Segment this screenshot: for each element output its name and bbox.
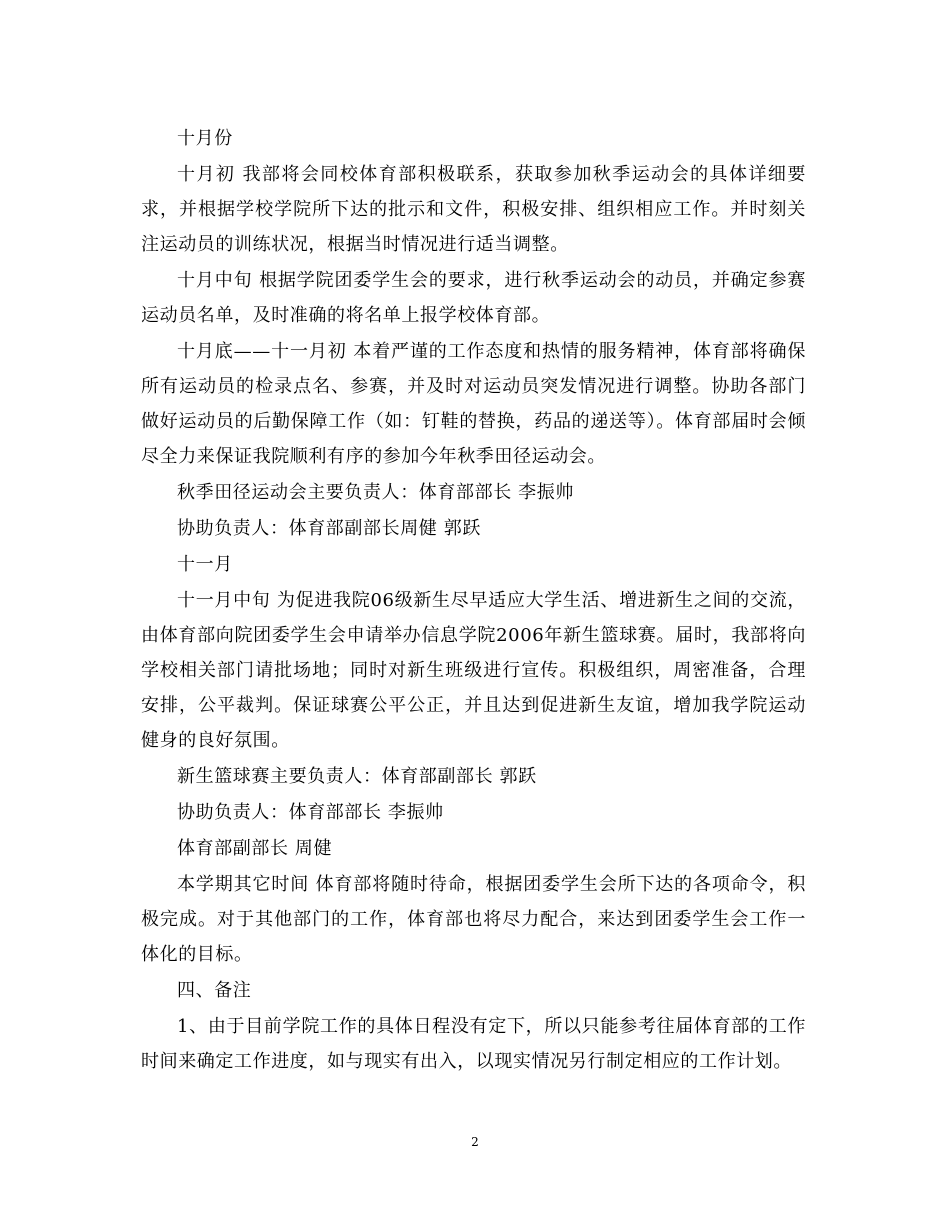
section-heading-november: 十一月 <box>177 554 233 575</box>
section-heading-october: 十月份 <box>177 128 233 149</box>
paragraph-early-october: 十月初 我部将会同校体育部积极联系，获取参加秋季运动会的具体详细要求，并根据学校学院所下达的批示和文件，积极安排、组织相应工作。并时刻关注运动员的训练状况，根据当时情况进行适当调整。 <box>141 164 806 255</box>
paragraph-other-time: 本学期其它时间 体育部将随时待命，根据团委学生会所下达的各项命令，积极完成。对于其他部门的工作，体育部也将尽力配合，来达到团委学生会工作一体化的目标。 <box>141 874 806 965</box>
section-heading-notes: 四、备注 <box>177 980 252 1001</box>
paragraph-sports-meet-assist: 协助负责人：体育部副部长周健 郭跃 <box>177 518 481 539</box>
paragraph-mid-october: 十月中旬 根据学院团委学生会的要求，进行秋季运动会的动员，并确定参赛运动员名单，及时准确的将名单上报学校体育部。 <box>141 270 806 326</box>
document-body <box>141 121 806 1080</box>
paragraph-basketball-lead: 新生篮球赛主要负责人：体育部副部长 郭跃 <box>177 766 537 787</box>
paragraph-note-1: 1、由于目前学院工作的具体日程没有定下，所以只能参考往届体育部的工作时间来确定工作进度，如与现实有出入，以现实情况另行制定相应的工作计划。 <box>141 1016 806 1072</box>
paragraph-mid-november: 十一月中旬 为促进我院06级新生尽早适应大学生活、增进新生之间的交流，由体育部向院团委学生会申请举办信息学院2006年新生篮球赛。届时，我部将向学校相关部门请批场地；同时对新生班级进行宣传。积极组织，周密准备，合理安排，公平裁判。保证球赛公平公正，并且达到促进新生友谊，增加我学院运动健身的良好氛围。 <box>141 590 806 751</box>
paragraph-basketball-assist-2: 体育部副部长 周健 <box>177 838 333 859</box>
paragraph-sports-meet-lead: 秋季田径运动会主要负责人：体育部部长 李振帅 <box>177 482 574 503</box>
page-number: 2 <box>471 1135 479 1149</box>
paragraph-basketball-assist: 协助负责人：体育部部长 李振帅 <box>177 802 444 823</box>
paragraph-late-october: 十月底——十一月初 本着严谨的工作态度和热情的服务精神，体育部将确保所有运动员的检录点名、参赛，并及时对运动员突发情况进行调整。协助各部门做好运动员的后勤保障工作（如：钉鞋的替换，药品的递送等）。体育部届时会倾尽全力来保证我院顺利有序的参加今年秋季田径运动会。 <box>141 341 806 467</box>
